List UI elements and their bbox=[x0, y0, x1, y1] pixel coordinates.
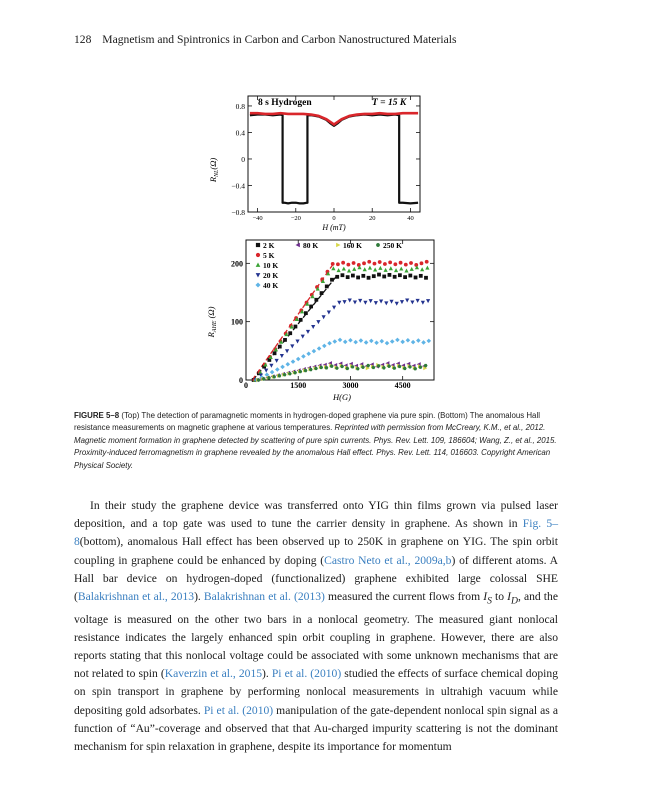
data-point bbox=[348, 299, 352, 303]
data-point bbox=[369, 339, 374, 344]
data-point bbox=[409, 261, 413, 265]
citation-link-castro-neto[interactable]: Castro Neto et al., 2009a,b bbox=[324, 553, 452, 567]
legend-label: 80 K bbox=[303, 241, 319, 250]
data-point bbox=[400, 340, 405, 345]
top-y-tick-label: 0 bbox=[241, 154, 245, 164]
body-text-run: to bbox=[491, 590, 508, 604]
data-point bbox=[322, 315, 326, 319]
data-point bbox=[333, 339, 338, 344]
data-point bbox=[304, 311, 308, 315]
top-panel-title: 8 s Hydrogen bbox=[258, 98, 312, 108]
caption-label: FIGURE 5–8 bbox=[74, 411, 120, 420]
data-point bbox=[294, 325, 298, 329]
data-point bbox=[322, 344, 327, 349]
bottom-y-tick-label: 0 bbox=[239, 376, 243, 385]
legend-item bbox=[256, 241, 275, 250]
data-point bbox=[369, 299, 373, 303]
data-point bbox=[420, 267, 424, 271]
data-point bbox=[361, 274, 365, 278]
body-text bbox=[74, 497, 558, 756]
data-point bbox=[390, 339, 395, 344]
data-point bbox=[317, 346, 322, 351]
data-point bbox=[388, 273, 392, 277]
citation-link-balakrishnan-2[interactable]: Balakrishnan et al. (2013) bbox=[203, 590, 325, 604]
data-point bbox=[286, 362, 291, 367]
legend-label: 5 K bbox=[263, 251, 275, 260]
data-point bbox=[380, 339, 385, 344]
data-point bbox=[301, 354, 306, 359]
data-point bbox=[389, 300, 393, 304]
data-point bbox=[398, 273, 402, 277]
data-point bbox=[346, 263, 350, 267]
data-point bbox=[306, 330, 310, 334]
data-point bbox=[363, 267, 367, 271]
legend-label: 250 K bbox=[383, 241, 402, 250]
data-point bbox=[291, 359, 296, 364]
legend-marker bbox=[255, 282, 260, 287]
body-text-run: In their study the graphene device was transferred onto YIG thin films grown via pulsed laser deposition, and a top gate was used to tune the carrier density in graphene. As shown in bbox=[74, 499, 558, 531]
data-point bbox=[374, 301, 378, 305]
caption-credit: Reprinted with permission from McCreary, K.M., et al., 2012. Magnetic moment formation in graphene detected by scattering of pure spin currents. Phys. Rev. Lett. 109, 186604; Wang, Z., et al., 2015. Proximity-induced ferromagnetism in graphene revealed by the anomalous Hall effect. Phys. Rev. Lett. 114, 016603. Copyright American Physical Society. bbox=[74, 423, 557, 470]
legend-label: 20 K bbox=[263, 271, 279, 280]
data-point bbox=[411, 340, 416, 345]
legend-marker bbox=[256, 273, 261, 277]
legend-item bbox=[336, 241, 362, 250]
data-point bbox=[301, 335, 305, 339]
legend-label: 10 K bbox=[263, 261, 279, 270]
top-x-axis-label: H (mT) bbox=[322, 223, 346, 232]
legend-marker bbox=[295, 243, 299, 248]
body-text-run: ). bbox=[194, 590, 204, 604]
bottom-x-tick-label: 4500 bbox=[394, 381, 411, 390]
data-point bbox=[403, 275, 407, 279]
data-point bbox=[372, 274, 376, 278]
data-point bbox=[285, 349, 289, 353]
data-point bbox=[290, 344, 294, 348]
data-point bbox=[421, 301, 425, 305]
data-point bbox=[338, 338, 343, 343]
top-y-label-main: R bbox=[208, 176, 218, 183]
data-point bbox=[330, 278, 334, 282]
data-point bbox=[404, 268, 408, 272]
top-y-tick-label: −0.8 bbox=[231, 208, 245, 217]
bottom-y-label-unit: (Ω) bbox=[206, 306, 216, 321]
data-point bbox=[269, 364, 273, 368]
data-point bbox=[414, 276, 418, 280]
data-point bbox=[347, 268, 351, 272]
data-point bbox=[325, 285, 329, 289]
bottom-y-label-sub: AHE bbox=[212, 320, 218, 333]
data-point bbox=[351, 274, 355, 278]
data-point bbox=[426, 299, 430, 303]
citation-link-pi-2[interactable]: Pi et al. (2010) bbox=[203, 703, 274, 717]
data-point bbox=[316, 320, 320, 324]
data-point bbox=[353, 300, 357, 304]
data-point bbox=[388, 260, 392, 264]
legend-marker bbox=[256, 262, 261, 266]
data-point bbox=[378, 266, 382, 270]
top-panel-temperature: T = 15 K bbox=[372, 98, 407, 108]
body-text-run: ). bbox=[262, 667, 272, 681]
citation-link-kaverzin[interactable]: Kaverzin et al., 2015 bbox=[164, 667, 263, 681]
data-point bbox=[424, 276, 428, 280]
data-point bbox=[414, 263, 418, 267]
data-point bbox=[358, 299, 362, 303]
data-point bbox=[416, 338, 421, 343]
bottom-y-label-main: R bbox=[206, 332, 216, 338]
data-point bbox=[405, 299, 409, 303]
body-text-run: , and the voltage is measured on the other two bars in a nonlocal geometry. The measured giant nonlocal resistance indicates the largely enhanced spin orbit coupling in graphene. However, there are also reports stating that this nonlocal voltage could be associated with some unknown mechanisms that are not related to spin ( bbox=[74, 590, 558, 681]
legend-item bbox=[256, 251, 275, 260]
data-point bbox=[400, 300, 404, 304]
data-point bbox=[373, 262, 377, 266]
legend-label: 160 K bbox=[343, 241, 362, 250]
data-point bbox=[384, 268, 388, 272]
data-point bbox=[341, 273, 345, 277]
body-text-run: manipulation of the gate-dependent nonlocal spin signal as a function of “Au”-coverage and observed that that Au-charged impurity scattering is not the dominant mechanism for spin relaxation in graphene, despite its importance for momentum bbox=[74, 703, 558, 753]
data-point bbox=[299, 318, 303, 322]
legend-item bbox=[295, 241, 318, 250]
top-x-tick-label: 20 bbox=[368, 215, 376, 222]
legend-label: 40 K bbox=[263, 281, 279, 290]
data-point bbox=[367, 276, 371, 280]
legend-item bbox=[376, 241, 402, 250]
data-point bbox=[342, 267, 346, 271]
data-point bbox=[352, 267, 356, 271]
data-point bbox=[356, 276, 360, 280]
data-point bbox=[384, 301, 388, 305]
caption-text: (Top) The detection of paramagnetic moments in hydrogen-doped graphene via pure spin. (Bottom) The anomalous Hall resistance measurements on magnetic graphene at various temperatures. bbox=[74, 411, 540, 433]
body-text-run: ) of different atoms. A Hall bar device on hydrogen-doped (functionalized) graphene exhibited large colossal SHE ( bbox=[74, 553, 558, 604]
data-point bbox=[377, 273, 381, 277]
data-point bbox=[374, 341, 379, 346]
bottom-y-axis-label bbox=[206, 306, 218, 338]
data-point bbox=[309, 305, 313, 309]
legend-item bbox=[256, 261, 279, 270]
data-point bbox=[363, 301, 367, 305]
data-point bbox=[383, 262, 387, 266]
figure-reference-link[interactable]: Fig. 5–8 bbox=[74, 517, 559, 549]
symbol-id bbox=[507, 590, 518, 607]
legend-marker bbox=[256, 243, 260, 247]
data-point bbox=[312, 349, 317, 354]
data-point bbox=[367, 260, 371, 264]
top-series-line-down bbox=[250, 113, 418, 124]
data-point bbox=[332, 306, 336, 310]
data-point bbox=[410, 300, 414, 304]
legend bbox=[255, 241, 402, 290]
data-point bbox=[273, 351, 277, 355]
data-point bbox=[337, 268, 341, 272]
data-point bbox=[408, 274, 412, 278]
top-y-tick-label: 0.4 bbox=[235, 128, 245, 138]
data-point bbox=[275, 367, 280, 372]
top-y-label-sub: NL bbox=[214, 169, 220, 177]
data-point bbox=[311, 325, 315, 329]
top-x-tick-label: 40 bbox=[407, 215, 414, 222]
data-point bbox=[359, 338, 364, 343]
data-point bbox=[420, 261, 424, 265]
data-point bbox=[327, 310, 331, 314]
data-point bbox=[421, 340, 426, 345]
data-point bbox=[382, 275, 386, 279]
legend-marker bbox=[336, 243, 340, 248]
data-point bbox=[314, 298, 318, 302]
data-point bbox=[335, 275, 339, 279]
book-title: Magnetism and Spintronics in Carbon and Carbon Nanostructured Materials bbox=[102, 33, 457, 46]
data-point bbox=[331, 262, 335, 266]
data-point bbox=[280, 354, 284, 358]
data-point bbox=[410, 267, 414, 271]
legend-marker bbox=[376, 243, 380, 247]
data-point bbox=[280, 365, 285, 370]
top-x-tick-label: −20 bbox=[290, 215, 301, 222]
data-point bbox=[275, 359, 279, 363]
symbol-is bbox=[483, 590, 492, 607]
data-point bbox=[278, 345, 282, 349]
data-point bbox=[379, 299, 383, 303]
data-point bbox=[341, 261, 345, 265]
bottom-x-tick-label: 0 bbox=[244, 381, 248, 390]
top-panel bbox=[208, 96, 420, 232]
data-point bbox=[296, 357, 301, 362]
body-paragraph bbox=[74, 497, 558, 756]
data-point bbox=[393, 262, 397, 266]
page-number: 128 bbox=[74, 33, 92, 46]
data-point bbox=[327, 341, 332, 346]
bottom-panel bbox=[206, 240, 434, 402]
data-point bbox=[395, 338, 400, 343]
data-point bbox=[393, 275, 397, 279]
symbol-main: I bbox=[483, 590, 488, 604]
data-point bbox=[378, 260, 382, 264]
top-y-axis-label bbox=[208, 158, 220, 184]
data-point bbox=[425, 266, 429, 270]
top-x-tick-label: −40 bbox=[252, 215, 263, 222]
data-point bbox=[288, 331, 292, 335]
data-point bbox=[385, 341, 390, 346]
data-point bbox=[399, 267, 403, 271]
citation-link-balakrishnan[interactable]: Balakrishnan et al., 2013 bbox=[77, 590, 195, 604]
citation-link-pi[interactable]: Pi et al. (2010) bbox=[271, 667, 342, 681]
data-point bbox=[264, 369, 268, 373]
data-point bbox=[352, 261, 356, 265]
data-point bbox=[427, 339, 432, 344]
top-y-tick-label: 0.8 bbox=[235, 101, 245, 111]
legend-marker bbox=[256, 253, 260, 257]
top-y-label-unit: (Ω) bbox=[208, 157, 218, 170]
data-point bbox=[362, 261, 366, 265]
data-point bbox=[394, 268, 398, 272]
data-point bbox=[389, 266, 393, 270]
data-point bbox=[337, 301, 341, 305]
bottom-x-axis-label: H(G) bbox=[333, 392, 351, 402]
bottom-series bbox=[252, 260, 431, 382]
data-point bbox=[342, 300, 346, 304]
data-point bbox=[357, 263, 361, 267]
data-point bbox=[419, 274, 423, 278]
data-point bbox=[343, 340, 348, 345]
body-text-run: studied the effects of surface chemical doping on spin transport in graphene by performing nonlocal measurements in ultrahigh vacuum while depositing gold adsorbates. bbox=[74, 667, 558, 717]
data-point bbox=[320, 291, 324, 295]
data-point bbox=[336, 262, 340, 266]
symbol-sub: S bbox=[487, 595, 492, 607]
bottom-x-tick-label: 1500 bbox=[290, 381, 307, 390]
body-text-run: measured the current flows from bbox=[324, 590, 484, 604]
data-point bbox=[425, 260, 429, 264]
data-point bbox=[406, 338, 411, 343]
bottom-y-tick-label: 200 bbox=[231, 259, 243, 269]
data-point bbox=[348, 338, 353, 343]
top-x-tick-label: 0 bbox=[332, 215, 336, 222]
data-point bbox=[395, 302, 399, 306]
bottom-x-tick-label: 3000 bbox=[342, 381, 359, 390]
data-point bbox=[364, 340, 369, 345]
data-point bbox=[416, 299, 420, 303]
top-series bbox=[250, 113, 418, 203]
top-y-tick-label: −0.4 bbox=[231, 181, 245, 191]
body-text-run: (bottom), anomalous Hall effect has been observed up to 250K in graphene on YIG. The spin orbit coupling in graphene could be enhanced by doping ( bbox=[74, 535, 558, 567]
bottom-y-tick-label: 100 bbox=[231, 317, 243, 327]
data-point bbox=[399, 261, 403, 265]
figure-caption bbox=[74, 410, 564, 472]
legend-item bbox=[256, 271, 279, 280]
data-point bbox=[373, 268, 377, 272]
data-point bbox=[295, 340, 299, 344]
legend-label: 2 K bbox=[263, 241, 275, 250]
top-series-line-up bbox=[250, 115, 418, 204]
data-point bbox=[346, 275, 350, 279]
data-point bbox=[270, 370, 275, 375]
symbol-main: I bbox=[507, 590, 511, 604]
symbol-sub: D bbox=[511, 595, 518, 607]
data-point bbox=[368, 266, 372, 270]
legend-item bbox=[255, 281, 278, 290]
data-point bbox=[353, 340, 358, 345]
data-point bbox=[404, 263, 408, 267]
data-point bbox=[283, 338, 287, 342]
data-point bbox=[306, 351, 311, 356]
